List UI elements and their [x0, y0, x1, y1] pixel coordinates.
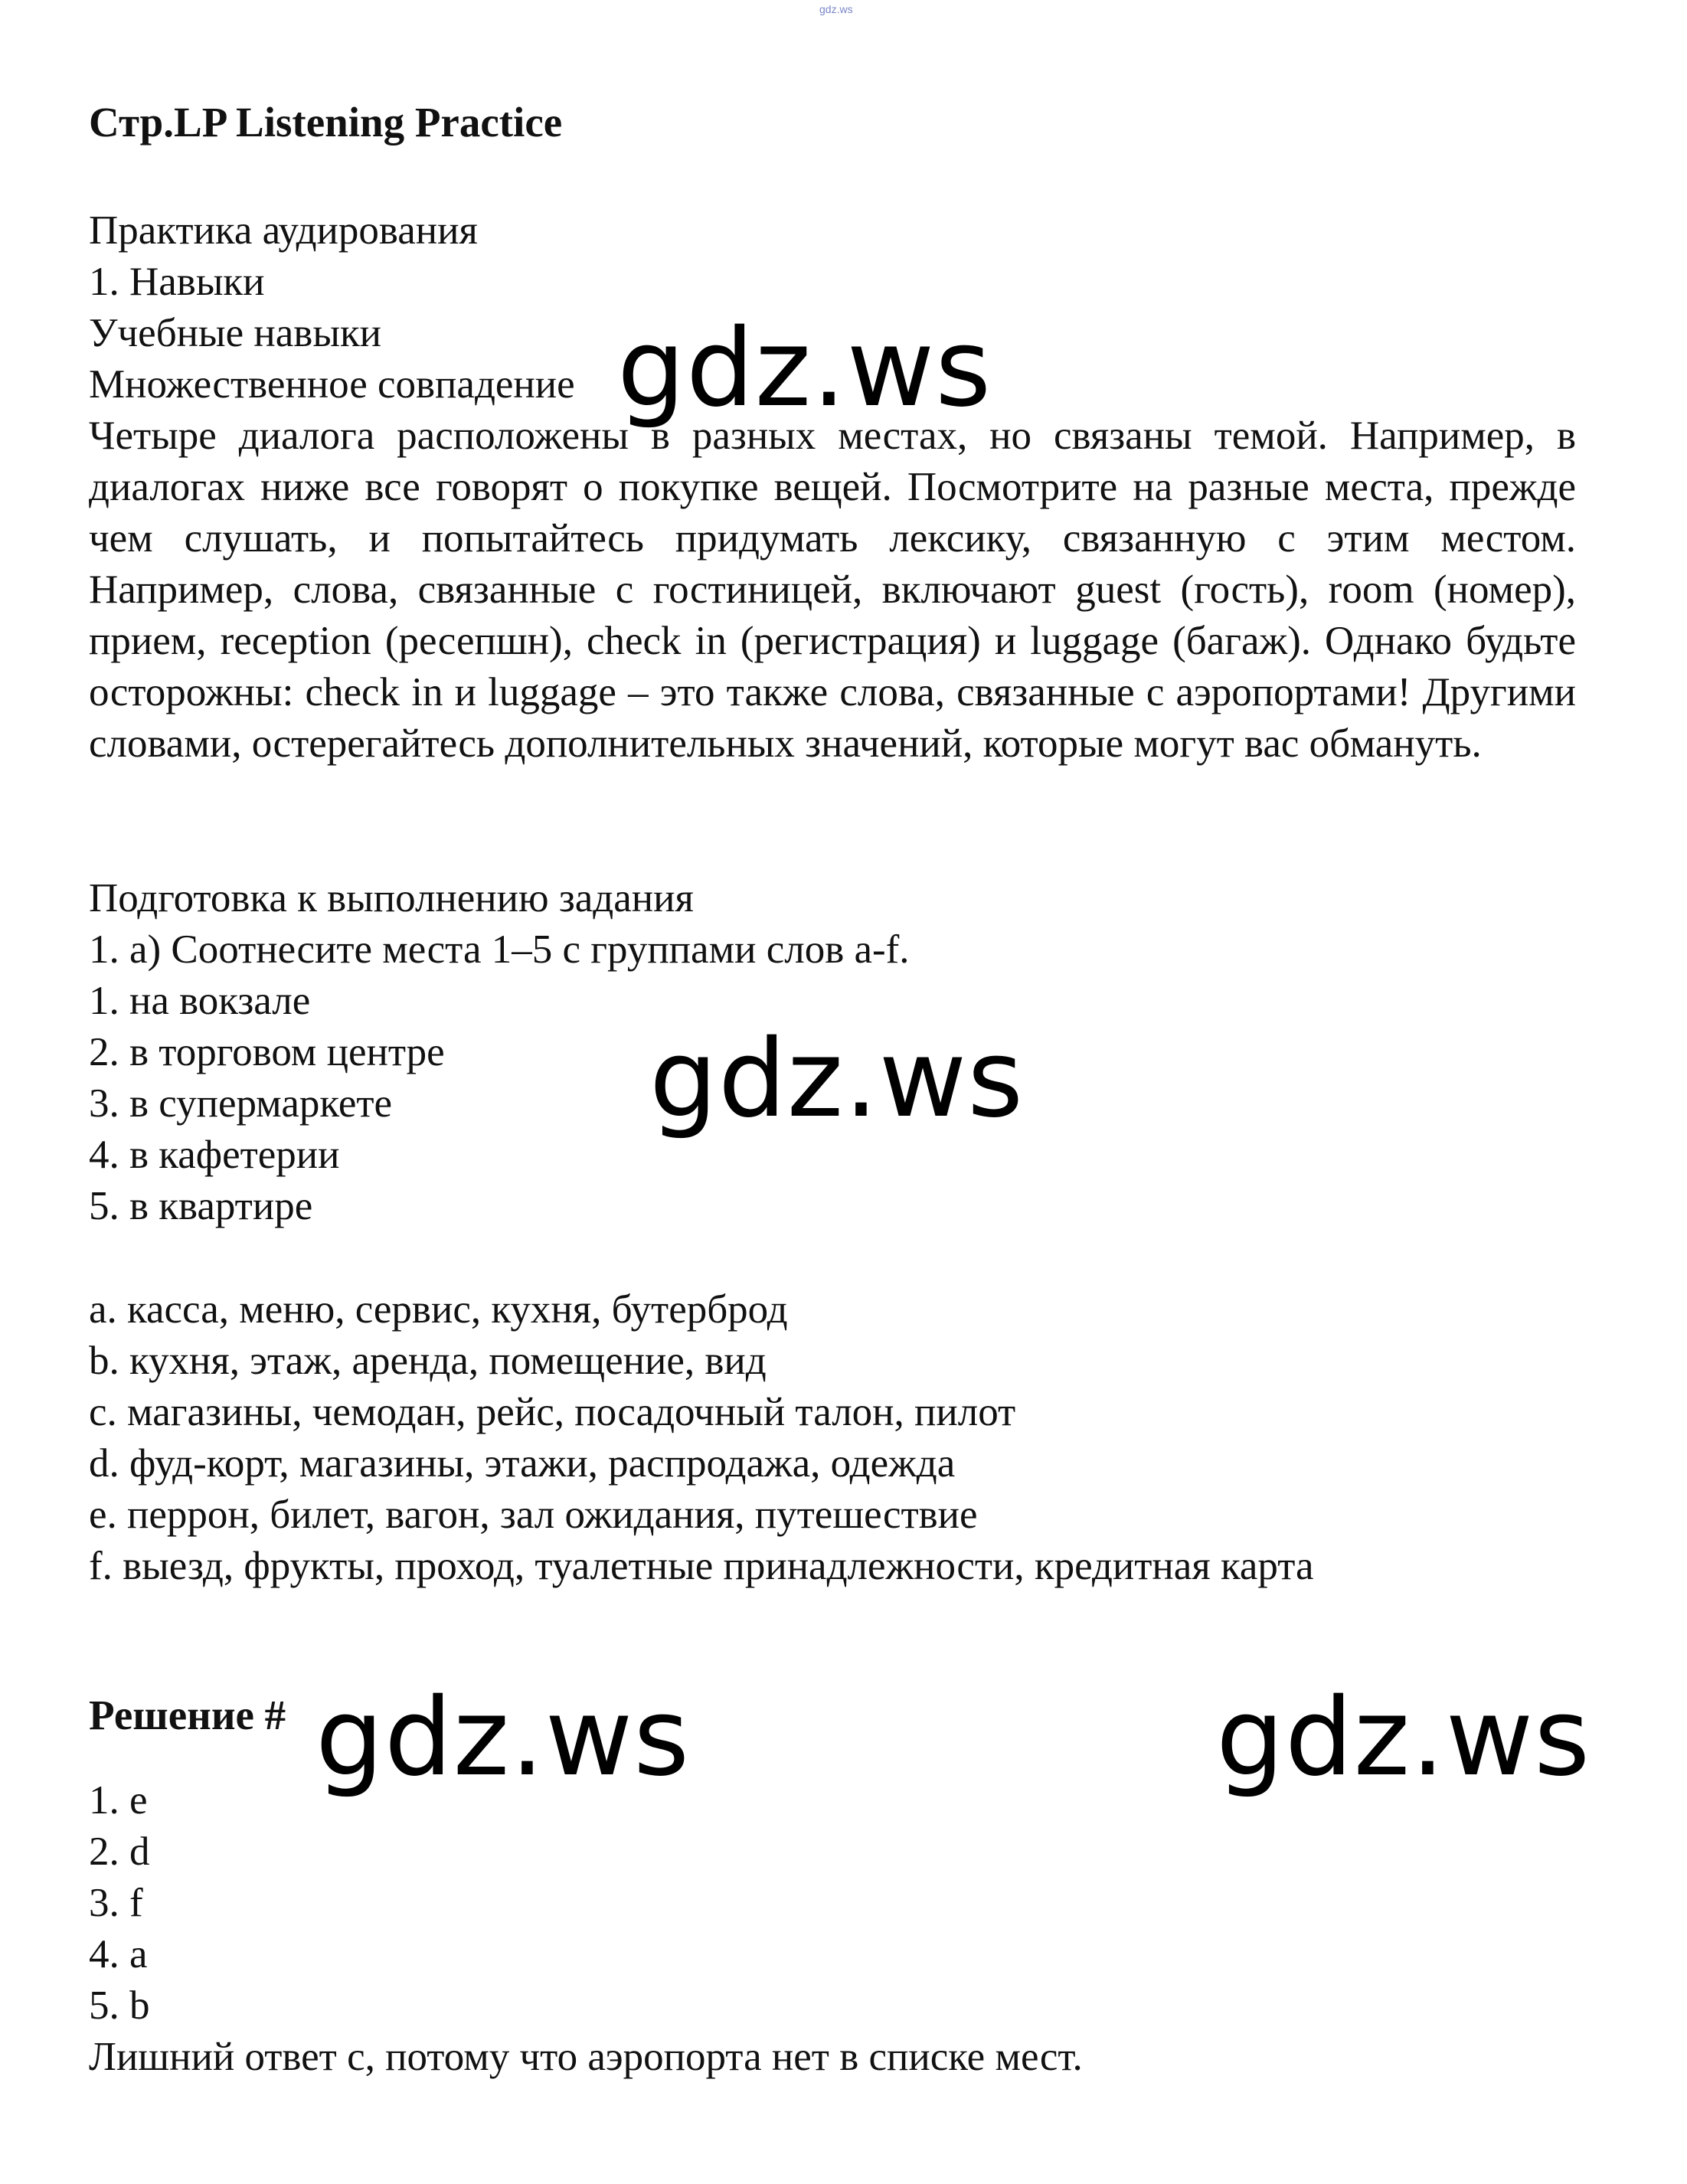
- page-title: Стр.LP Listening Practice: [89, 99, 563, 145]
- watermark-logo: gdz.ws: [649, 1017, 1025, 1142]
- word-group-item: f. выезд, фрукты, проход, туалетные принадлежности, кредитная карта: [89, 1544, 1314, 1588]
- intro-line-4: Множественное совпадение: [89, 362, 575, 407]
- intro-line-1: Практика аудирования: [89, 208, 478, 253]
- intro-line-3: Учебные навыки: [89, 311, 382, 355]
- place-item: 2. в торговом центре: [89, 1030, 445, 1074]
- watermark-logo: gdz.ws: [315, 1676, 691, 1800]
- word-group-item: a. касса, меню, сервис, кухня, бутерброд: [89, 1287, 788, 1332]
- answer-item: 5. b: [89, 1983, 150, 2028]
- solution-heading: Решение #: [89, 1692, 286, 1738]
- word-group-item: d. фуд-корт, магазины, этажи, распродажа, одежда: [89, 1441, 956, 1486]
- word-group-item: e. перрон, билет, вагон, зал ожидания, путешествие: [89, 1493, 978, 1537]
- place-item: 4. в кафетерии: [89, 1133, 340, 1177]
- watermark-logo: gdz.ws: [1216, 1676, 1591, 1800]
- intro-paragraph: Четыре диалога расположены в разных местах, но связаны темой. Например, в диалогах ниже все говорят о покупке вещей. Посмотрите на разные места, прежде чем слушать, и попытайтесь придумать лексику, связанную с этим местом. Например, слова, связанные с гостиницей, включают guest (гость), room (номер), прием, reception (ресепшн), check in (регистрация) и luggage (багаж). Однако будьте осторожны: check in и luggage – это также слова, связанные с аэропортами! Другими словами, остерегайтесь дополнительных значений, которые могут вас обмануть.: [89, 414, 1576, 766]
- watermark-logo: gdz.ws: [617, 306, 992, 431]
- word-group-item: b. кухня, этаж, аренда, помещение, вид: [89, 1339, 767, 1383]
- place-item: 1. на вокзале: [89, 979, 311, 1023]
- intro-line-2: 1. Навыки: [89, 260, 265, 304]
- top-watermark-small: gdz.ws: [819, 3, 853, 15]
- task-heading: Подготовка к выполнению задания: [89, 876, 694, 920]
- answer-item: 1. e: [89, 1778, 148, 1823]
- place-item: 3. в супермаркете: [89, 1081, 393, 1126]
- place-item: 5. в квартире: [89, 1184, 313, 1228]
- solution-note: Лишний ответ c, потому что аэропорта нет в списке мест.: [89, 2035, 1083, 2079]
- answer-item: 2. d: [89, 1829, 150, 1874]
- task-instruction: 1. a) Соотнесите места 1–5 с группами слов a-f.: [89, 927, 910, 972]
- answer-item: 3. f: [89, 1881, 143, 1925]
- word-group-item: c. магазины, чемодан, рейс, посадочный талон, пилот: [89, 1390, 1016, 1434]
- answer-item: 4. a: [89, 1932, 148, 1976]
